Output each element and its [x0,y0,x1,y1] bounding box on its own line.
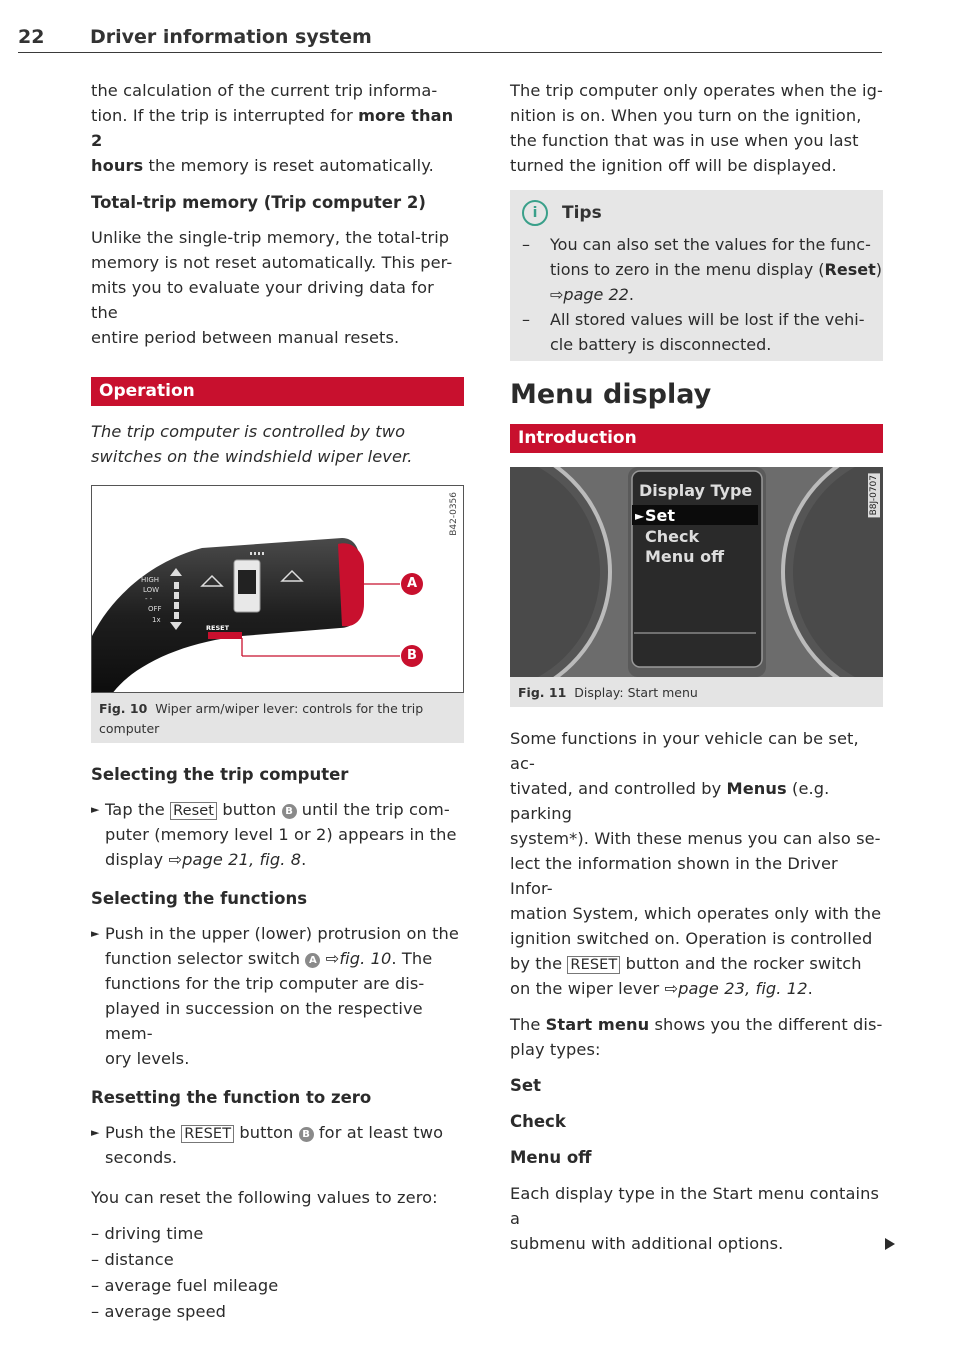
functions-paragraph: Some functions in your vehicle can be set, ac- tivated, and controlled by Menus (e.g. parking system*). With these menus you can also se- lect the information shown in the Driver Infor- mation System, which operates only with the ignition switched on. Operation is controlled by the RESET button and the rocker switch on the wiper lever ⇨page 23, fig. 12. [510,729,882,998]
info-icon: i [522,200,548,226]
tips-box [510,190,883,361]
bullet-arrow-icon: ► [91,803,100,816]
screen-menu-item-check: Check [645,527,700,546]
figure-11-caption: Fig. 11 Display: Start menu [518,685,698,700]
lever-label-reset: RESET [206,624,230,632]
figure-10-caption: Fig. 10 Wiper arm/wiper lever: controls for the trip computer [99,701,424,736]
tip-item: – You can also set the values for the func- tions to zero in the menu display (Reset) ⇨page 22. [522,235,882,304]
page-reference[interactable]: ⇨page 22 [550,285,629,304]
callout-b-icon: B [299,1127,314,1142]
start-menu-paragraph: The Start menu shows you the different dis- play types: [510,1015,883,1059]
figure-10-image [91,485,464,693]
reset-key: RESET [567,956,620,974]
introduction-section-bar: Introduction [510,424,883,453]
continue-arrow-icon [885,1238,895,1250]
reset-instruction: ► Push the RESET button B for at least two seconds. [91,1120,464,1170]
lever-label-low: LOW [143,586,160,594]
list-item: – average fuel mileage [91,1276,279,1295]
screen-menu-item-set: Set [645,506,676,525]
select-functions-heading: Selecting the functions [91,889,308,908]
reset-key: RESET [181,1125,234,1143]
values-intro: You can reset the following values to zero: [91,1188,438,1207]
screen-menu-item-menu-off: Menu off [645,547,725,566]
figure-11-image [510,467,883,677]
callout-a: A [406,576,418,591]
page-reference[interactable]: ⇨page 21, fig. 8 [168,850,302,869]
left-column [91,78,464,1325]
select-functions-instruction: ► Push in the upper (lower) protrusion on the function selector switch A ⇨fig. 10. The functions for the trip computer are dis- played in succession on the respective mem- ory levels. [91,921,464,1071]
bullet-arrow-icon: ► [91,1126,100,1139]
intro-paragraph: the calculation of the current trip informa- tion. If the trip is interrupted for more than 2 hours the memory is reset automatically. [91,81,454,175]
values-list [91,1221,464,1325]
display-type-check: Check [510,1112,566,1131]
reset-heading: Resetting the function to zero [91,1088,372,1107]
section-title: Driver information system [90,26,372,48]
lever-label-once: 1x [152,616,161,624]
submenu-paragraph: Each display type in the Start menu contains a submenu with additional options. [510,1181,883,1256]
callout-a-icon: A [305,953,320,968]
lever-label-int: - - [145,595,153,603]
tip-item: – All stored values will be lost if the vehi- cle battery is disconnected. [522,310,865,354]
operation-intro: The trip computer is controlled by two switches on the windshield wiper lever. [91,422,413,466]
lever-label-high: HIGH [141,576,160,584]
figure-11 [510,467,883,707]
callout-b: B [407,648,417,663]
page-reference[interactable]: ⇨page 23, fig. 12 [664,979,808,998]
tips-header [522,198,883,228]
figure-11-code: B8J-0707 [869,475,879,516]
list-item: – driving time [91,1224,204,1243]
figure-reference[interactable]: ⇨fig. 10 [320,949,392,968]
list-item: – average speed [91,1302,227,1321]
screen-title: Display Type [639,481,753,500]
tips-title: Tips [562,203,602,223]
total-trip-heading: Total-trip memory (Trip computer 2) [91,193,426,212]
bullet-arrow-icon: ► [91,927,100,940]
page-number: 22 [18,26,45,48]
reset-key: Reset [170,802,217,820]
menu-item-set-arrow-icon: ► [635,509,645,523]
menu-display-heading: Menu display [510,379,712,410]
operation-section-bar: Operation [91,377,464,406]
figure-10 [91,485,464,743]
display-type-set: Set [510,1076,541,1095]
select-trip-heading: Selecting the trip computer [91,765,349,784]
display-type-menu-off: Menu off [510,1148,592,1167]
right-column [510,78,883,1256]
figure-10-code: B42-0356 [449,492,459,536]
page-header [18,24,882,53]
list-item: – distance [91,1250,174,1269]
callout-b-icon: B [282,804,297,819]
total-trip-paragraph: Unlike the single-trip memory, the total-trip memory is not reset automatically. This per- mits you to evaluate your driving data for the entire period between manual resets. [91,228,453,347]
lever-label-off: OFF [148,605,162,613]
select-trip-instruction: ► Tap the Reset button B until the trip com- puter (memory level 1 or 2) appears in the display ⇨page 21, fig. 8. [91,797,464,872]
ignition-paragraph: The trip computer only operates when the ig- nition is on. When you turn on the ignition, the function that was in use when you last turned the ignition off will be displayed. [510,81,883,175]
